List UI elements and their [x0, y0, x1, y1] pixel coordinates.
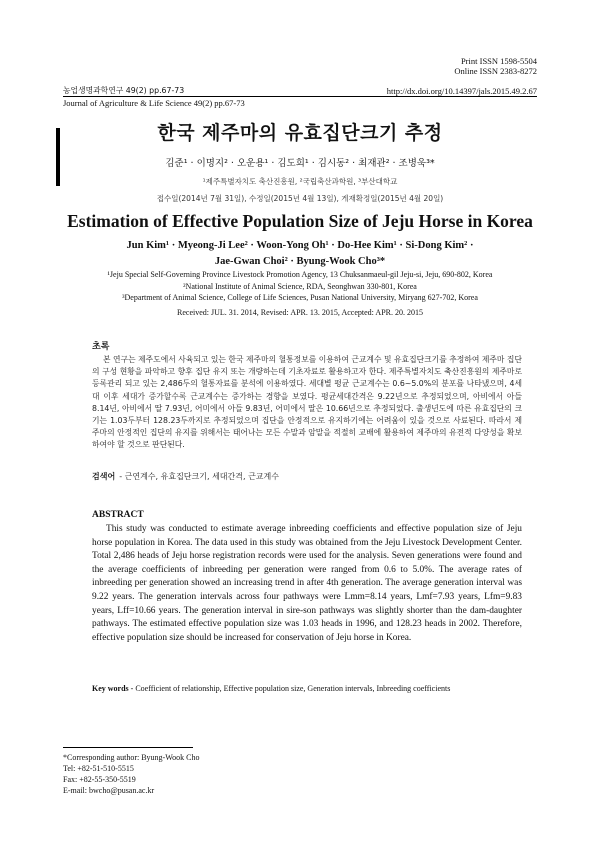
footnote-rule [63, 747, 193, 748]
keywords-ko-text: - 근연계수, 유효집단크기, 세대간격, 근교계수 [119, 472, 279, 481]
footnote [63, 752, 199, 796]
affiliations-english [63, 269, 537, 304]
print-issn: Print ISSN 1598-5504 [460, 56, 537, 66]
keywords-en-text: - Coefficient of relationship, Effective population size, Generation intervals, Inbreeding coefficients [130, 684, 451, 693]
abstract-ko-heading: 초록 [92, 342, 110, 352]
keywords-en-label: Key words [92, 684, 129, 693]
abstract-en-body [92, 523, 522, 645]
header-rule [63, 96, 537, 97]
online-issn: Online ISSN 2383-8272 [454, 66, 537, 76]
abstract-en-heading: ABSTRACT [92, 510, 144, 520]
journal-en: Journal of Agriculture & Life Science 49(2) pp.67-73 [63, 98, 245, 108]
authors-english-line1: Jun Kim¹ · Myeong-Ji Lee² · Woon-Yong Oh¹ · Do-Hee Kim¹ · Si-Dong Kim² · [126, 240, 474, 251]
doi-link[interactable]: http://dx.doi.org/10.14397/jals.2015.49.2.67 [386, 86, 537, 96]
keywords-en [92, 684, 532, 693]
author-tel: Tel: +82-51-510-5515 [63, 764, 134, 773]
authors-korean: 김준¹ · 이명지² · 오운용¹ · 김도희¹ · 김시동² · 최재관² · 조병욱³* [165, 158, 435, 169]
dates-korean: 접수일(2014년 7월 31일), 수정일(2015년 4월 13일), 게재확정일(2015년 4월 20일) [156, 194, 444, 203]
abstract-ko-text: 본 연구는 제주도에서 사육되고 있는 한국 제주마의 혈통정보를 이용하여 근교계수 및 유효집단크기를 추정하여 제주마 집단의 구성 현황을 파악하고 향후 집단 유지 또는 개량하는데 기초자료로 활용하고자 한다. 제주특별자치도 축산진흥원의 제주마로 등록관리 되고 있는 2,486두의 혈통자료를 분석에 이용하였다. 세대별 평균 근교계수는 0.6~5.0%의 분포를 나타냈으며, 4세대 이후 세대가 증가할수록 근교계수는 증가하는 경향을 보였다. 평균세대간격은 9.22년으로 추정되었으며, 아비에서 아들 8.14년, 아비에서 딸 7.93년, 어미에서 아들 9.83년, 어미에서 딸은 10.66년으로 추정되었다. 출생년도에 따른 유효집단의 크기는 1.03두부터 128.23두까지로 추정되었으며 집단을 안정적으로 유지하기에는 어려움이 있을 것으로 사료된다. 따라서 제주마의 안정적인 집단의 유지를 위해서는 태어나는 모든 수말과 암말을 적절히 교배에 활용하여 제주마의 유전적 다양성을 확보하여야 할 것으로 판단된다. [92, 355, 522, 450]
abstract-en-text: This study was conducted to estimate average inbreeding coefficients and effective population size of Jeju horse population in Korea. The data used in this study was obtained from the Jeju Livestock Development Center. Total 2,486 heads of Jeju horse registration records were used for the analysis. Seven generations were found and the average coefficients of inbreeding per generation were ranged from 0.6 to 5.0%. The average rates of inbreeding per generation showed an increasing trend in after 4th generation. The average generation interval was 9.22 years. The generation intervals across four pathways were Lmm=8.14 years, Lmf=7.93 years, Lfm=9.83 years, Lff=10.66 years. The generation interval in sire-son pathways was slightly shorter than the dam-daughter pathways. The estimated effective population size was 1.03 heads in 1996, and 128.23 heads in 2002. Therefore, effective population size should be increased for conservation of Jeju horse in Korea. [92, 524, 522, 643]
affiliation-2: ²National Institute of Animal Science, RDA, Seonghwan 330-801, Korea [183, 281, 417, 291]
authors-english [63, 238, 537, 270]
dates-english: Received: JUL. 31. 2014, Revised: APR. 13. 2015, Accepted: APR. 20. 2015 [177, 308, 423, 317]
journal-ko: 농업생명과학연구 49(2) pp.67-73 [63, 86, 185, 95]
keywords-ko [92, 471, 279, 482]
author-fax: Fax: +82-55-350-5519 [63, 775, 136, 784]
corresponding-author: *Corresponding author: Byung-Wook Cho [63, 753, 200, 762]
affiliation-3: ³Department of Animal Science, College of Life Sciences, Pusan National University, Miryang 627-702, Korea [122, 293, 478, 302]
title-korean: 한국 제주마의 유효집단크기 추정 [157, 122, 443, 144]
title-side-bar [56, 128, 60, 186]
keywords-ko-label: 검색어 [92, 472, 116, 481]
author-email[interactable]: E-mail: bwcho@pusan.ac.kr [63, 786, 155, 795]
abstract-ko-body [92, 354, 522, 452]
affiliation-1: ¹Jeju Special Self-Governing Province Livestock Promotion Agency, 13 Chuksanmaeul-gil Jeju-si, Jeju, 690-802, Korea [107, 270, 493, 279]
affiliations-korean: ¹제주특별자치도 축산진흥원, ²국립축산과학원, ³부산대학교 [202, 177, 398, 186]
authors-english-line2: Jae-Gwan Choi² · Byung-Wook Cho³* [214, 256, 386, 267]
title-english: Estimation of Effective Population Size of Jeju Horse in Korea [67, 211, 533, 231]
